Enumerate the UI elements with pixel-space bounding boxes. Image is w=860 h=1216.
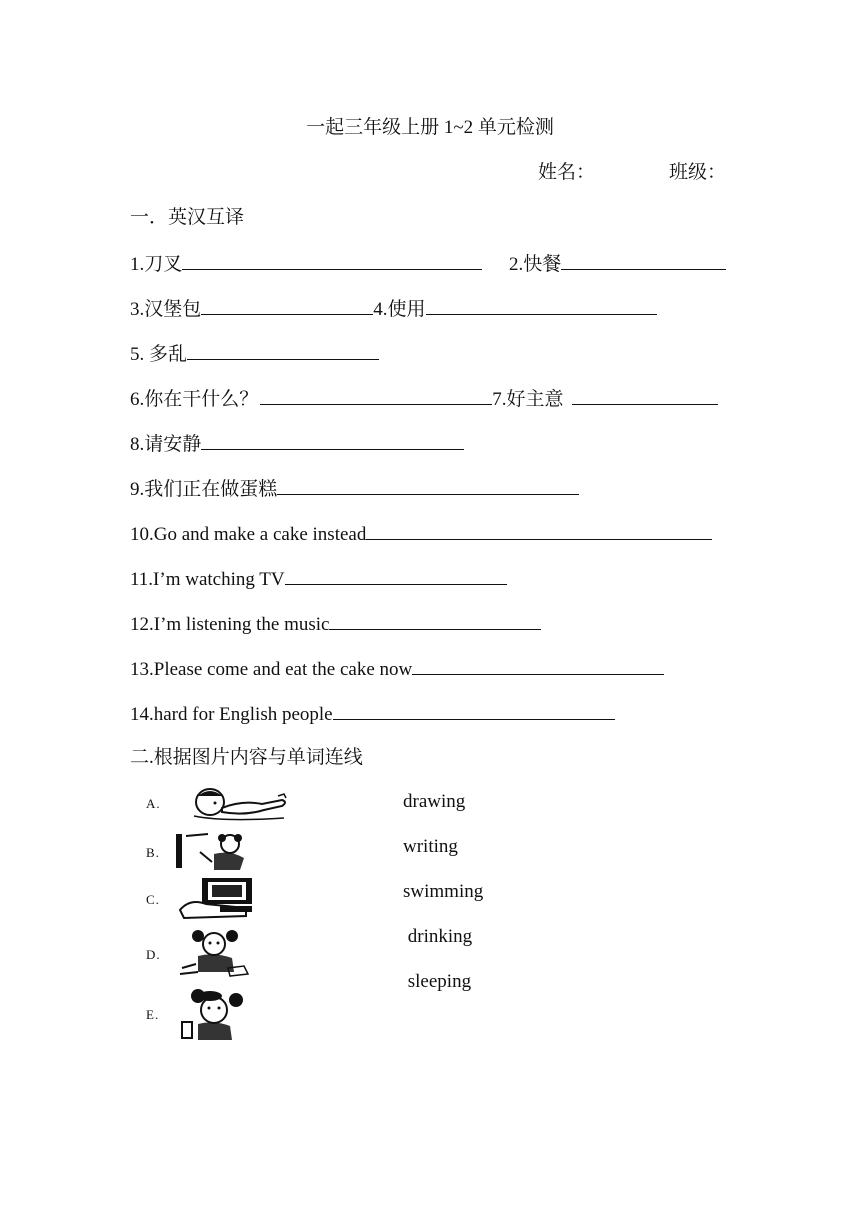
answer-blank[interactable]	[285, 566, 507, 585]
class-field-label: 班级：	[669, 162, 727, 183]
picture-letter-b: B.	[146, 845, 160, 860]
picture-letter-d: D.	[146, 947, 161, 962]
swimming-child-picture	[188, 786, 296, 824]
drinking-mouse-picture	[176, 986, 258, 1042]
answer-blank[interactable]	[201, 431, 464, 450]
question-label: 9.我们正在做蛋糕	[130, 479, 278, 500]
question-5	[130, 341, 379, 367]
name-field-label: 姓名：	[538, 162, 596, 183]
section1-heading: 一．英汉互译	[130, 207, 245, 228]
question-label: 4.使用	[373, 299, 426, 320]
question-label: 12.I’m listening the music	[130, 614, 330, 635]
question-label: 13.Please come and eat the cake now	[130, 659, 413, 680]
word-drawing: drawing	[403, 791, 466, 812]
answer-blank[interactable]	[426, 296, 657, 315]
answer-blank[interactable]	[561, 251, 726, 270]
answer-blank[interactable]	[182, 251, 482, 270]
question-2	[509, 251, 726, 277]
question-12	[130, 611, 541, 637]
computer-picture	[176, 876, 258, 920]
answer-blank[interactable]	[366, 521, 712, 540]
answer-blank[interactable]	[277, 476, 579, 495]
question-label: 8.请安静	[130, 434, 202, 455]
question-3	[130, 296, 657, 322]
picture-letter-e: E.	[146, 1007, 160, 1022]
writing-child-picture	[174, 830, 260, 872]
answer-blank[interactable]	[260, 386, 492, 405]
answer-blank[interactable]	[187, 341, 379, 360]
question-label: 10.Go and make a cake instead	[130, 524, 367, 545]
word-sleeping: sleeping	[403, 971, 472, 992]
question-10	[130, 521, 712, 547]
question-label: 14.hard for English people	[130, 704, 333, 725]
answer-blank[interactable]	[412, 656, 664, 675]
question-14	[130, 701, 615, 727]
question-8	[130, 431, 464, 457]
word-writing: writing	[403, 836, 458, 857]
answer-blank[interactable]	[333, 701, 615, 720]
question-6	[130, 386, 718, 412]
answer-blank[interactable]	[329, 611, 541, 630]
question-label: 5. 多乱	[130, 344, 188, 365]
word-swimming: swimming	[403, 881, 484, 902]
answer-blank[interactable]	[201, 296, 373, 315]
question-label: 2.快餐	[509, 254, 562, 275]
question-label: 11.I’m watching TV	[130, 569, 285, 590]
page-title: 一起三年级上册 1~2 单元检测	[306, 117, 554, 138]
answer-blank[interactable]	[572, 386, 718, 405]
question-label: 1.刀叉	[130, 254, 183, 275]
drawing-mouse-picture	[176, 928, 258, 980]
question-label: 3.汉堡包	[130, 299, 202, 320]
question-1	[130, 251, 482, 277]
question-13	[130, 656, 664, 682]
word-drinking: drinking	[403, 926, 473, 947]
question-label: 6.你在干什么？	[130, 389, 259, 410]
section2-heading: 二.根据图片内容与单词连线	[130, 747, 363, 768]
question-9	[130, 476, 579, 502]
picture-letter-a: A.	[146, 796, 161, 811]
question-label: 7.好主意	[492, 389, 564, 410]
picture-letter-c: C.	[146, 892, 160, 907]
question-11	[130, 566, 507, 592]
